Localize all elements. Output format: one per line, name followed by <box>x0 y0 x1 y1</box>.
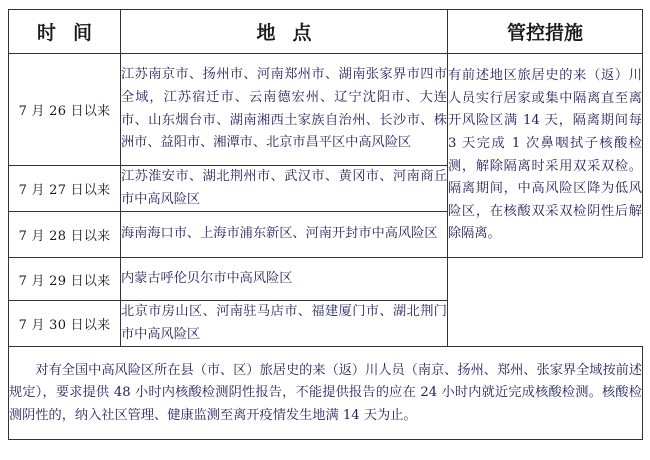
header-place: 地点 <box>121 10 448 54</box>
note-text: 对有全国中高风险区所在县（市、区）旅居史的来（返）川人员（南京、扬州、郑州、张家界全域按前述规定），要求提供 48 小时内核酸检测阴性报告，不能提供报告的应在 24 小时内就近完成核酸检测。核酸检测阴性的，纳入社区管理、健康监测至离开疫情发生地满 14 天为止。 <box>9 362 643 423</box>
row-date: 7 月 26 日以来 <box>9 54 121 166</box>
row-place: 江苏南京市、扬州市、河南郑州市、湖南张家界市四市全域，江苏宿迁市、云南德宏州、辽宁沈阳市、大连市、山东烟台市、湖南湘西土家族自治州、长沙市、株洲市、益阳市、湘潭市、北京市昌平区中高风险区 <box>121 54 448 166</box>
table-row <box>9 301 643 347</box>
measures-cell: 有前述地区旅居史的来（返）川人员实行居家或集中隔离直至离开风险区满 14 天，隔离期间每 3 天完成 1 次鼻咽拭子核酸检测，解除隔离时采用双采双检。隔离期间，中高风险区降为低风险区，在核酸双采双检阴性后解除隔离。 <box>448 54 643 258</box>
row-date: 7 月 30 日以来 <box>9 301 121 347</box>
note-cell <box>9 347 643 440</box>
row-place: 北京市房山区、河南驻马店市、福建厦门市、湖北荆门市中高风险区 <box>121 301 448 347</box>
table-header-row <box>9 10 643 54</box>
row-place: 海南海口市、上海市浦东新区、河南开封市中高风险区 <box>121 212 448 258</box>
row-date: 7 月 29 日以来 <box>9 258 121 301</box>
header-measures: 管控措施 <box>448 10 643 54</box>
row-place: 内蒙古呼伦贝尔市中高风险区 <box>121 258 448 301</box>
header-time: 时间 <box>9 10 121 54</box>
table-row <box>9 258 643 301</box>
control-measures-table <box>8 9 643 440</box>
table-row <box>9 54 643 166</box>
table-note-row <box>9 347 643 440</box>
row-date: 7 月 27 日以来 <box>9 166 121 212</box>
row-date: 7 月 28 日以来 <box>9 212 121 258</box>
row-place: 江苏淮安市、湖北荆州市、武汉市、黄冈市、河南商丘市中高风险区 <box>121 166 448 212</box>
